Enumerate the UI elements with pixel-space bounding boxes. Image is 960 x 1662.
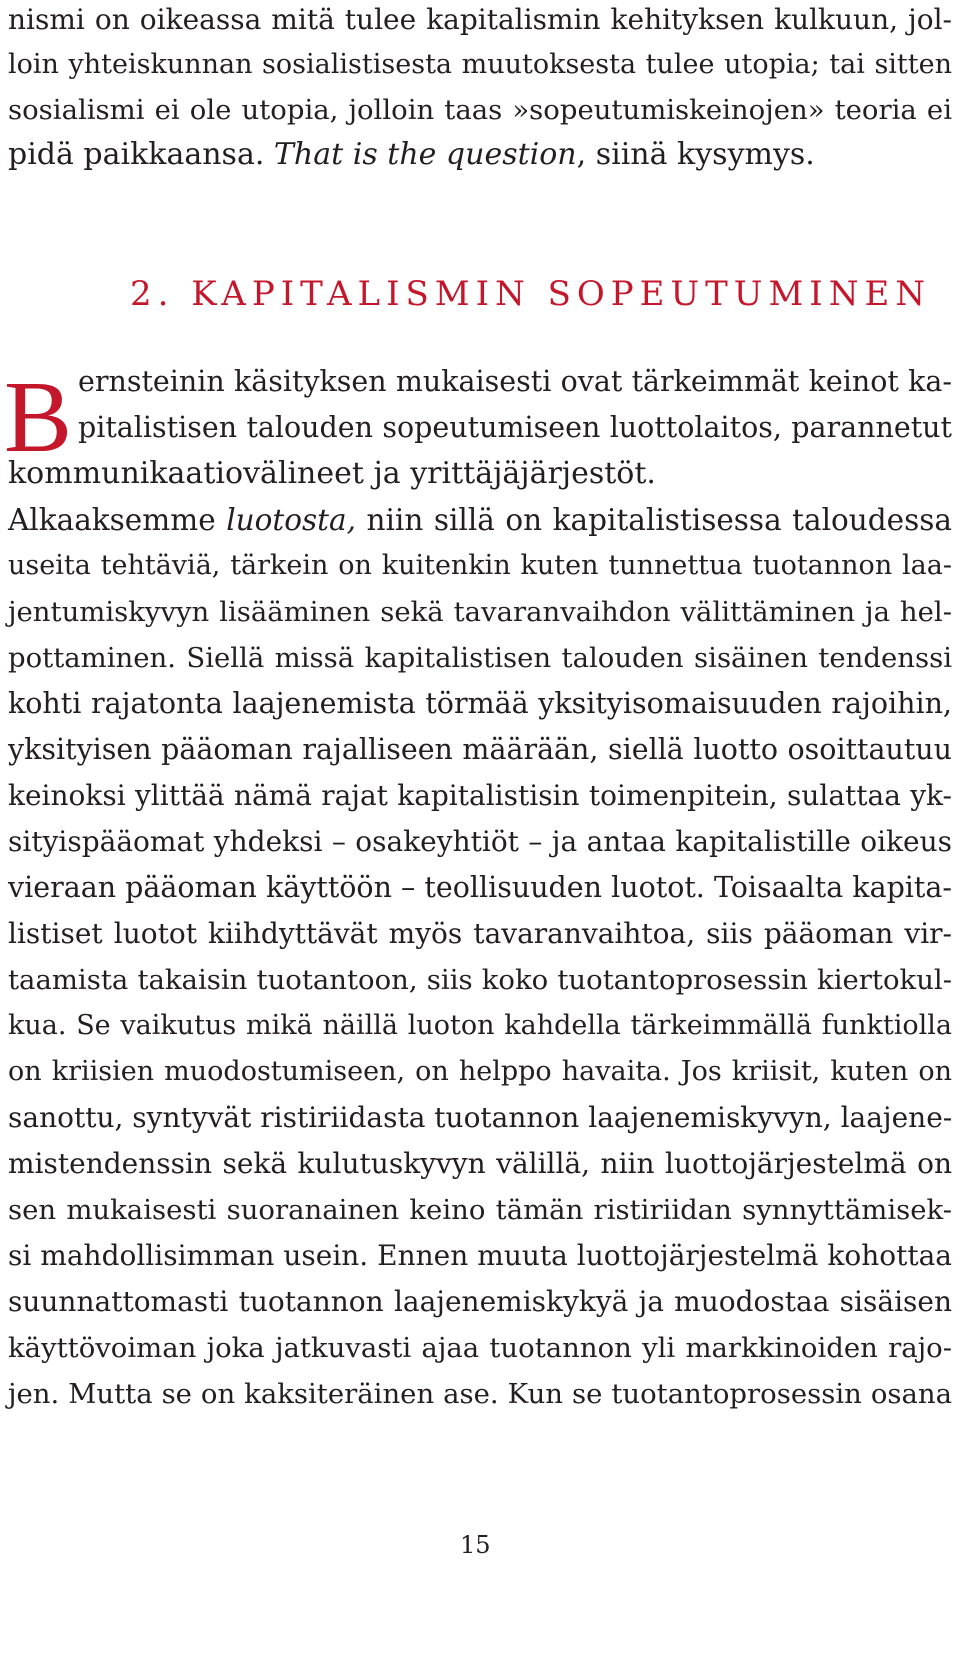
page-number: 15 — [460, 1531, 491, 1559]
body-text-line: loin yhteiskunnan sosialistisesta muutoksesta tulee utopia; tai sitten — [8, 49, 952, 80]
body-text-line: kohti rajatonta laajenemista törmää yksityisomaisuuden rajoihin, — [8, 687, 952, 720]
body-text-line: käyttövoiman joka jatkuvasti ajaa tuotannon yli markkinoiden rajo- — [8, 1332, 952, 1364]
body-text-line: si mahdollisimman usein. Ennen muuta luottojärjestelmä kohottaa — [8, 1239, 952, 1272]
body-text-line: jen. Mutta se on kaksiteräinen ase. Kun se tuotantoprosessin osana — [8, 1378, 952, 1410]
body-text-line: pottaminen. Siellä missä kapitalistisen talouden sisäinen tendenssi — [8, 642, 952, 674]
body-text-line: nismi on oikeassa mitä tulee kapitalismin kehityksen kulkuun, jol- — [8, 3, 952, 36]
body-text-line: taamista takaisin tuotantoon, siis koko tuotantoprosessin kiertokul- — [8, 964, 952, 996]
body-text-line: listiset luotot kiihdyttävät myös tavaranvaihtoa, siis pääoman vir- — [8, 917, 952, 950]
body-text-line: mistendenssin sekä kulutuskyvyn välillä, niin luottojärjestelmä on — [8, 1147, 952, 1180]
body-text-line: sen mukaisesti suoranainen keino tämän ristiriidan synnyttämisek- — [8, 1194, 952, 1226]
text-run: pidä paikkaansa. — [8, 137, 274, 172]
body-text-line: sityispääomat yhdeksi – osakeyhtiöt – ja antaa kapitalistille oikeus — [8, 825, 952, 858]
body-text-line — [8, 135, 952, 175]
body-text-line: vieraan pääoman käyttöön – teollisuuden luotot. Toisaalta kapita- — [8, 871, 952, 904]
text-run: , siinä kysymys. — [576, 137, 815, 172]
body-text-line: yksityisen pääoman rajalliseen määrään, siellä luotto osoittautuu — [8, 733, 952, 766]
body-text-line: jentumiskyvyn lisääminen sekä tavaranvaihdon välittäminen ja hel- — [8, 596, 952, 628]
body-text-line: kommunikaatiovälineet ja yrittäjäjärjestöt. — [8, 456, 656, 491]
section-heading: 2. KAPITALISMIN SOPEUTUMINEN — [130, 274, 932, 314]
text-run: niin sillä on kapitalistisessa taloudessa — [355, 503, 953, 537]
italic-phrase: luotosta, — [226, 503, 356, 537]
italic-phrase: That is the question — [273, 137, 577, 172]
paragraph-first-line — [8, 500, 952, 540]
body-text-line: on kriisien muodostumiseen, on helppo havaita. Jos kriisit, kuten on — [8, 1056, 952, 1087]
drop-cap: B — [4, 361, 73, 474]
body-text-line: pitalistisen talouden sopeutumiseen luottolaitos, parannetut — [78, 411, 952, 444]
body-text-line: keinoksi ylittää nämä rajat kapitalistisin toimenpitein, sulattaa yk- — [8, 779, 952, 812]
body-text-line: ernsteinin käsityksen mukaisesti ovat tärkeimmät keinot ka- — [78, 365, 952, 398]
body-text-line: suunnattomasti tuotannon laajenemiskykyä ja muodostaa sisäisen — [8, 1285, 952, 1318]
body-text-line: sanottu, syntyvät ristiriidasta tuotannon laajenemiskyvyn, laajene- — [8, 1101, 953, 1134]
body-text-line: kua. Se vaikutus mikä näillä luoton kahdella tärkeimmällä funktiolla — [8, 1010, 952, 1041]
body-text-line: useita tehtäviä, tärkein on kuitenkin kuten tunnettua tuotannon laa- — [8, 550, 952, 581]
text-run: Alkaaksemme — [8, 503, 227, 537]
body-text-line: sosialismi ei ole utopia, jolloin taas »sopeutumiskeinojen» teoria ei — [8, 94, 952, 126]
